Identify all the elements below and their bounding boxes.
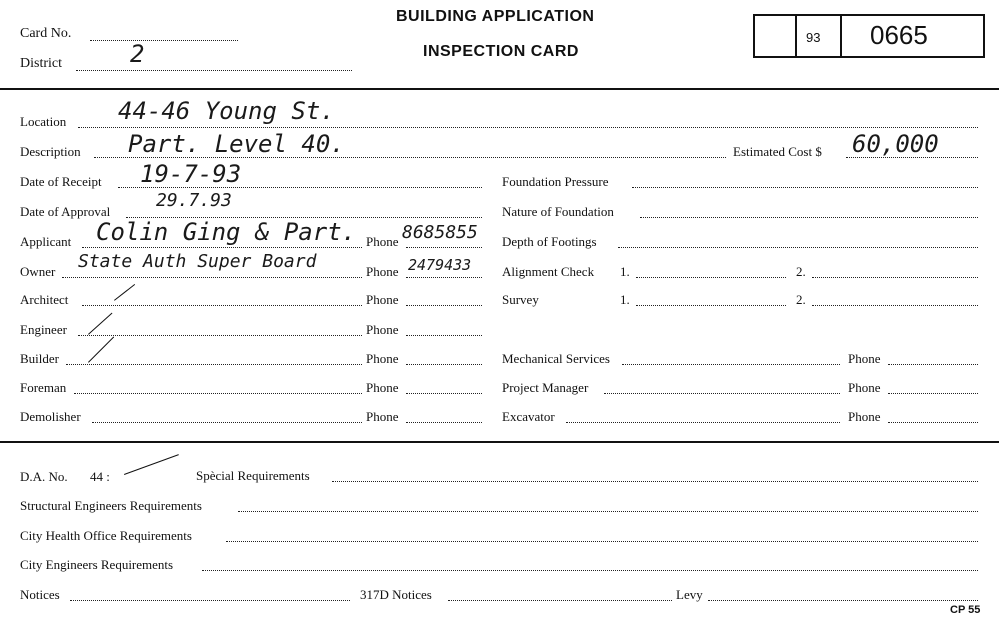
title-line2: INSPECTION CARD <box>423 43 579 60</box>
engineer-field[interactable] <box>78 335 362 336</box>
engineer-phone-label: Phone <box>366 322 399 337</box>
owner-phone-value: 2479433 <box>408 256 472 274</box>
foreman-label: Foreman <box>20 380 67 395</box>
district-field[interactable] <box>76 70 352 71</box>
applicant-value: Colin Ging & Part. <box>96 218 357 246</box>
special-req-label: Spècial Requirements <box>196 468 310 483</box>
box-divider-2 <box>840 14 842 58</box>
notices-field[interactable] <box>70 600 350 601</box>
date-receipt-value: 19-7-93 <box>140 160 242 188</box>
builder-phone-field[interactable] <box>406 364 482 365</box>
mechanical-label: Mechanical Services <box>502 351 610 366</box>
survey-option-1: 1. <box>620 292 630 307</box>
owner-field[interactable] <box>62 277 362 278</box>
survey-field-2[interactable] <box>812 305 978 306</box>
project-manager-field[interactable] <box>604 393 840 394</box>
demolisher-field[interactable] <box>92 422 362 423</box>
nature-foundation-field[interactable] <box>640 217 978 218</box>
form-code: CP 55 <box>950 604 981 616</box>
mechanical-phone-label: Phone <box>848 351 881 366</box>
location-label: Location <box>20 114 67 129</box>
survey-field-1[interactable] <box>636 305 786 306</box>
notices-317d-field[interactable] <box>448 600 672 601</box>
estimated-cost-value: 60,000 <box>852 130 939 158</box>
title-line1: BUILDING APPLICATION <box>396 8 595 25</box>
demolisher-phone-label: Phone <box>366 409 399 424</box>
card-number-box <box>753 14 985 58</box>
builder-strike-mark <box>88 337 114 363</box>
notices-label: Notices <box>20 587 60 602</box>
foreman-field[interactable] <box>74 393 362 394</box>
applicant-label: Applicant <box>20 234 72 249</box>
excavator-field[interactable] <box>566 422 840 423</box>
survey-option-2: 2. <box>796 292 806 307</box>
structural-label: Structural Engineers Requirements <box>20 498 202 513</box>
architect-label: Architect <box>20 292 69 307</box>
applicant-phone-value: 8685855 <box>402 222 478 243</box>
builder-phone-label: Phone <box>366 351 399 366</box>
project-manager-label: Project Manager <box>502 380 589 395</box>
da-no-value: 44 : <box>90 469 110 484</box>
demolisher-phone-field[interactable] <box>406 422 482 423</box>
owner-label: Owner <box>20 264 56 279</box>
da-no-strike-mark <box>124 454 179 475</box>
alignment-option-2: 2. <box>796 264 806 279</box>
architect-phone-field[interactable] <box>406 305 482 306</box>
levy-field[interactable] <box>708 600 978 601</box>
footer-divider <box>0 441 999 443</box>
architect-phone-label: Phone <box>366 292 399 307</box>
engineer-strike-mark <box>88 313 112 335</box>
excavator-phone-field[interactable] <box>888 422 978 423</box>
levy-label: Levy <box>676 587 703 602</box>
owner-value: State Auth Super Board <box>78 251 317 272</box>
owner-phone-label: Phone <box>366 264 399 279</box>
estimated-cost-label: Estimated Cost $ <box>733 144 822 159</box>
engineer-phone-field[interactable] <box>406 335 482 336</box>
description-value: Part. Level 40. <box>128 130 345 158</box>
engineer-label: Engineer <box>20 322 67 337</box>
architect-field[interactable] <box>82 305 362 306</box>
location-field[interactable] <box>78 127 978 128</box>
foundation-pressure-field[interactable] <box>632 187 978 188</box>
applicant-phone-label: Phone <box>366 234 399 249</box>
alignment-option-1: 1. <box>620 264 630 279</box>
excavator-label: Excavator <box>502 409 555 424</box>
special-req-field[interactable] <box>332 481 978 482</box>
alignment-field-1[interactable] <box>636 277 786 278</box>
box-divider-1 <box>795 14 797 58</box>
date-approval-value: 29.7.93 <box>156 190 232 211</box>
city-eng-field[interactable] <box>202 570 978 571</box>
alignment-check-label: Alignment Check <box>502 264 595 279</box>
builder-field[interactable] <box>66 364 362 365</box>
location-value: 44-46 Young St. <box>118 97 335 125</box>
notices-317d-label: 317D Notices <box>360 587 432 602</box>
district-value: 2 <box>130 40 145 68</box>
structural-field[interactable] <box>238 511 978 512</box>
foundation-pressure-label: Foundation Pressure <box>502 174 609 189</box>
card-no-field[interactable] <box>90 40 238 41</box>
health-field[interactable] <box>226 541 978 542</box>
architect-strike-mark <box>114 284 135 301</box>
depth-footings-label: Depth of Footings <box>502 234 597 249</box>
card-no-label: Card No. <box>20 26 72 41</box>
district-label: District <box>20 56 62 71</box>
description-label: Description <box>20 144 81 159</box>
survey-label: Survey <box>502 292 539 307</box>
builder-label: Builder <box>20 351 59 366</box>
da-no-label: D.A. No. <box>20 469 68 484</box>
city-eng-label: City Engineers Requirements <box>20 557 174 572</box>
mechanical-phone-field[interactable] <box>888 364 978 365</box>
excavator-phone-label: Phone <box>848 409 881 424</box>
demolisher-label: Demolisher <box>20 409 81 424</box>
mechanical-field[interactable] <box>622 364 840 365</box>
owner-phone-field[interactable] <box>406 277 482 278</box>
alignment-field-2[interactable] <box>812 277 978 278</box>
applicant-field[interactable] <box>82 247 362 248</box>
depth-footings-field[interactable] <box>618 247 978 248</box>
foreman-phone-label: Phone <box>366 380 399 395</box>
project-manager-phone-field[interactable] <box>888 393 978 394</box>
health-label: City Health Office Requirements <box>20 528 192 543</box>
nature-foundation-label: Nature of Foundation <box>502 204 614 219</box>
foreman-phone-field[interactable] <box>406 393 482 394</box>
box-number: 0665 <box>870 20 928 50</box>
box-year: 93 <box>806 30 821 45</box>
date-receipt-label: Date of Receipt <box>20 174 102 189</box>
applicant-phone-field[interactable] <box>406 247 482 248</box>
date-approval-label: Date of Approval <box>20 204 111 219</box>
header-divider <box>0 88 999 90</box>
project-manager-phone-label: Phone <box>848 380 881 395</box>
